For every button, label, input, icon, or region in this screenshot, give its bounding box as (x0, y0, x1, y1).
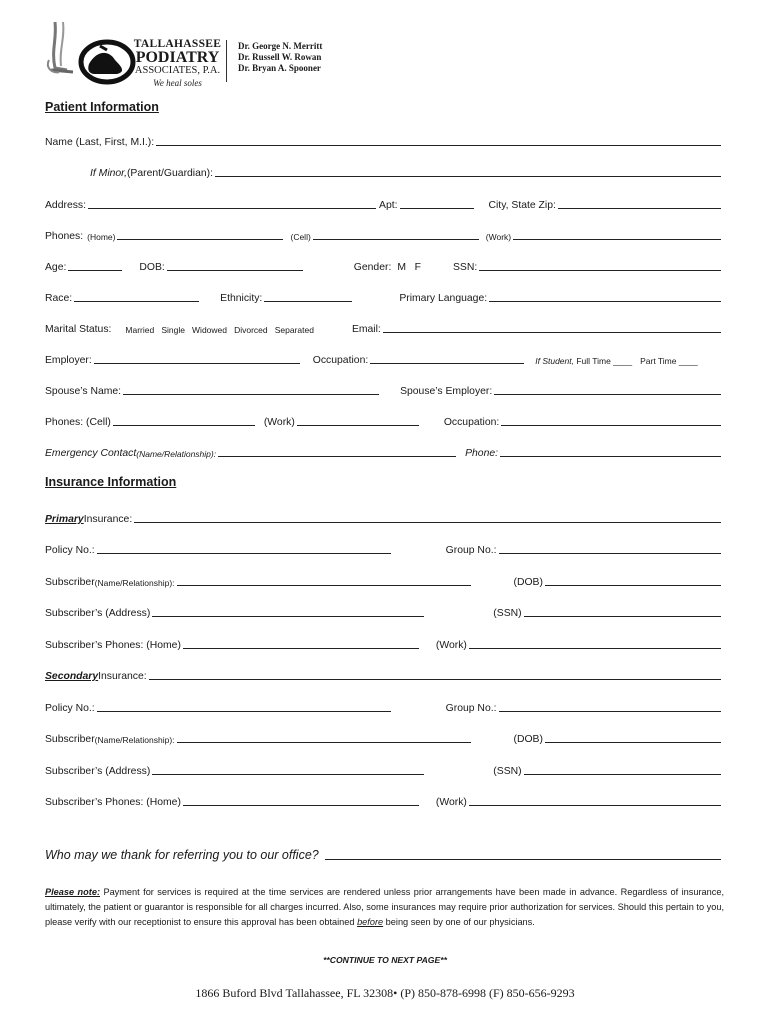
insurance-info-heading: Insurance Information (45, 475, 177, 489)
name-field[interactable] (156, 145, 721, 146)
spouse-cell-field[interactable] (113, 425, 255, 426)
secondary-subscriber-label: Subscriber (45, 734, 95, 745)
ssn-field[interactable] (479, 270, 721, 271)
primary-policy-field[interactable] (97, 553, 391, 554)
gender-label: Gender: (353, 262, 392, 273)
spouse-employer-label: Spouse’s Employer: (400, 386, 493, 397)
practice-line2: PODIATRY (135, 49, 220, 66)
secondary-group-field[interactable] (499, 711, 722, 712)
emergency-row (45, 441, 724, 459)
primary-policy-row (45, 538, 724, 556)
tagline: We heal soles (153, 78, 202, 88)
primary-ssn-label: (SSN) (493, 608, 522, 619)
primary-phones-row (45, 633, 724, 651)
guardian-row (90, 161, 724, 179)
primary-dob-label: (DOB) (513, 577, 543, 588)
emergency-phone-label: Phone: (465, 448, 499, 459)
primary-address-field[interactable] (152, 616, 424, 617)
secondary-policy-field[interactable] (97, 711, 391, 712)
address-row (45, 193, 724, 211)
apt-label: Apt: (379, 200, 398, 211)
spouse-row (45, 379, 724, 397)
spouse-occupation-label: Occupation: (443, 417, 500, 428)
doctor-2: Dr. Russell W. Rowan (238, 52, 322, 62)
spouse-work-field[interactable] (297, 425, 419, 426)
language-field[interactable] (489, 301, 721, 302)
ethnicity-label: Ethnicity: (220, 293, 263, 304)
note-text-2: being seen by one of our physicians. (383, 917, 535, 927)
secondary-dob-field[interactable] (545, 742, 721, 743)
header-divider (226, 40, 227, 82)
secondary-insurance-field[interactable] (149, 679, 721, 680)
gender-options[interactable]: M F (397, 262, 421, 273)
primary-address-row (45, 601, 724, 619)
practice-line3: ASSOCIATES, P.A. (134, 65, 221, 76)
emergency-phone-field[interactable] (500, 456, 721, 457)
work-label: (Work) (485, 232, 512, 242)
practice-name (130, 38, 225, 88)
dob-field[interactable] (167, 270, 303, 271)
spouse-occupation-field[interactable] (501, 425, 721, 426)
race-row (45, 286, 724, 304)
secondary-phones-row (45, 790, 724, 808)
referral-field[interactable] (325, 859, 721, 860)
primary-work-label: (Work) (435, 640, 467, 651)
home-phone-field[interactable] (117, 239, 283, 240)
full-time-option[interactable]: Full Time ____ (573, 356, 633, 366)
emergency-label: Emergency Contact (45, 448, 137, 459)
email-field[interactable] (383, 332, 721, 333)
secondary-subscriber-field[interactable] (177, 742, 471, 743)
secondary-address-field[interactable] (152, 774, 424, 775)
spouse-name-field[interactable] (123, 394, 379, 395)
address-field[interactable] (88, 208, 376, 209)
primary-dob-field[interactable] (545, 585, 721, 586)
secondary-work-phone-field[interactable] (469, 805, 721, 806)
secondary-insurance-row (45, 664, 724, 682)
secondary-subscriber-row (45, 727, 724, 745)
primary-address-label: Subscriber’s (Address) (45, 608, 151, 619)
doctor-3: Dr. Bryan A. Spooner (238, 63, 321, 73)
part-time-option[interactable]: Part Time ____ (640, 356, 698, 366)
language-label: Primary Language: (399, 293, 488, 304)
marital-options[interactable]: Married Single Widowed Divorced Separated (125, 325, 314, 335)
note-label: Please note: (45, 887, 101, 897)
primary-phones-label: Subscriber’s Phones: (Home) (45, 640, 181, 651)
secondary-subscriber-sub-label: (Name/Relationship): (94, 735, 175, 745)
secondary-group-label: Group No.: (445, 703, 497, 714)
emergency-sub-label: (Name/Relationship): (136, 449, 217, 459)
secondary-label: Secondary (45, 671, 99, 682)
secondary-ssn-field[interactable] (524, 774, 721, 775)
primary-label: Primary (45, 514, 84, 525)
doctor-1: Dr. George N. Merritt (238, 41, 323, 51)
minor-label: If Minor, (90, 168, 127, 179)
cell-label: (Cell) (290, 232, 311, 242)
occupation-field[interactable] (370, 363, 524, 364)
ethnicity-field[interactable] (264, 301, 352, 302)
primary-insurance-row (45, 507, 724, 525)
footer-address: 1866 Buford Blvd Tallahassee, FL 32308• (P) 850-878-6998 (F) 850-656-9293 (195, 986, 575, 1000)
spouse-employer-field[interactable] (494, 394, 721, 395)
apt-field[interactable] (400, 208, 474, 209)
patient-info-heading: Patient Information (45, 100, 159, 114)
cell-phone-field[interactable] (313, 239, 479, 240)
marital-row (45, 317, 724, 335)
primary-group-label: Group No.: (445, 545, 497, 556)
secondary-phones-label: Subscriber’s Phones: (Home) (45, 797, 181, 808)
email-label: Email: (351, 324, 381, 335)
primary-subscriber-field[interactable] (177, 585, 471, 586)
referral-row (45, 842, 724, 862)
name-row (45, 130, 724, 148)
primary-home-phone-field[interactable] (183, 648, 419, 649)
secondary-home-phone-field[interactable] (183, 805, 419, 806)
dob-label: DOB: (139, 262, 165, 273)
spouse-cell-label: Phones: (Cell) (45, 417, 111, 428)
secondary-address-label: Subscriber’s (Address) (45, 766, 151, 777)
spouse-work-label: (Work) (263, 417, 295, 428)
phones-label: Phones: (45, 231, 84, 242)
name-label: Name (Last, First, M.I.): (45, 137, 155, 148)
race-label: Race: (45, 293, 73, 304)
employer-row (45, 348, 724, 366)
spouse-phones-row (45, 410, 724, 428)
work-phone-field[interactable] (513, 239, 721, 240)
primary-work-phone-field[interactable] (469, 648, 721, 649)
primary-subscriber-row (45, 570, 724, 588)
primary-group-field[interactable] (499, 553, 722, 554)
home-label: (Home) (87, 232, 116, 242)
occupation-label: Occupation: (312, 355, 369, 366)
secondary-policy-row (45, 696, 724, 714)
address-label: Address: (45, 200, 87, 211)
guardian-label: (Parent/Guardian): (126, 168, 214, 179)
practice-line1: TALLAHASSEE (133, 38, 222, 50)
primary-policy-label: Policy No.: (45, 545, 95, 556)
primary-subscriber-sub-label: (Name/Relationship): (94, 578, 175, 588)
if-student-label: If Student, (535, 356, 574, 366)
employer-field[interactable] (94, 363, 300, 364)
ssn-label: SSN: (453, 262, 478, 273)
marital-label: Marital Status: (45, 324, 112, 335)
city-label: City, State Zip: (488, 200, 556, 211)
referral-label: Who may we thank for referring you to our office? (45, 848, 319, 862)
employer-label: Employer: (45, 355, 92, 366)
primary-insurance-label: Insurance: (83, 514, 133, 525)
secondary-work-label: (Work) (435, 797, 467, 808)
note-text-1: Payment for services is required at the time services are rendered unless prior arrangements have been made in advance. Regardless of insurance, ultimately, the patient or guarantor is responsible for all charges incurred. Also, some insurances may require prior authorization for services. Should this pertain to you, please verify with our receptionist to ensure this approval has been obtained (45, 887, 724, 927)
city-field[interactable] (558, 208, 721, 209)
age-field[interactable] (68, 270, 122, 271)
race-field[interactable] (74, 301, 199, 302)
primary-insurance-field[interactable] (134, 522, 721, 523)
secondary-insurance-label: Insurance: (98, 671, 147, 682)
primary-ssn-field[interactable] (524, 616, 721, 617)
secondary-policy-label: Policy No.: (45, 703, 95, 714)
phones-row (45, 224, 724, 242)
primary-subscriber-label: Subscriber (45, 577, 95, 588)
note-before: before (357, 917, 384, 927)
age-row (45, 255, 724, 273)
continue-notice: **CONTINUE TO NEXT PAGE** (323, 955, 447, 965)
guardian-field[interactable] (215, 176, 721, 177)
secondary-address-row (45, 759, 724, 777)
spouse-name-label: Spouse’s Name: (45, 386, 122, 397)
secondary-dob-label: (DOB) (513, 734, 543, 745)
emergency-field[interactable] (218, 456, 456, 457)
age-label: Age: (45, 262, 67, 273)
payment-note (45, 885, 724, 930)
secondary-ssn-label: (SSN) (493, 766, 522, 777)
doctor-list (238, 41, 322, 74)
